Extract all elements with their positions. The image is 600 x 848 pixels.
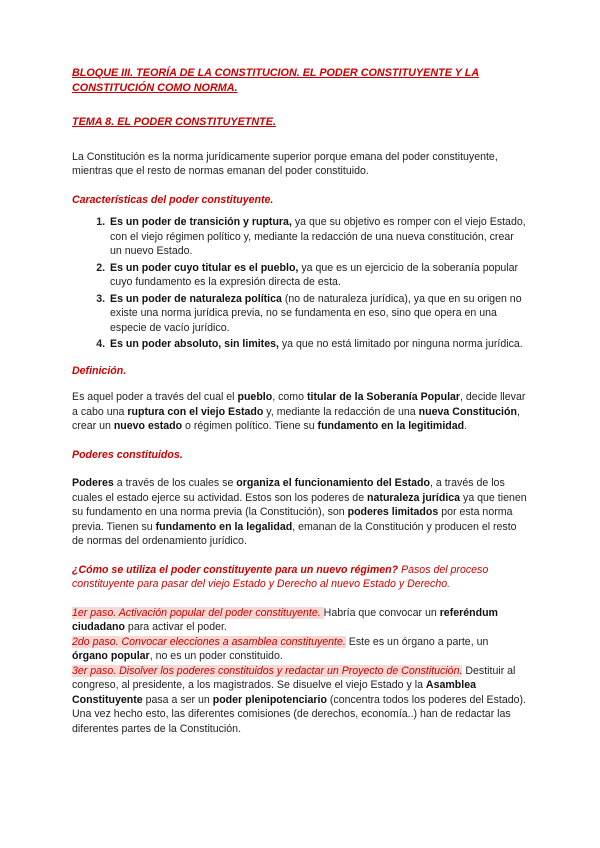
pregunta-bold: ¿Cómo se utiliza el poder constituyente para un nuevo régimen? [72,563,399,576]
text-span: a través de los cuales se [113,477,237,489]
list-item-text: ya que es un ejercicio de la soberanía popular cuyo fundamento es la expresión directa de esta. [110,261,519,288]
list-item-text: ya que no está limitado por ninguna norma jurídica. [278,338,523,350]
text-span: por esta norma previa. Tienen su [72,506,513,533]
text-span: , crear un [72,405,520,432]
bloque-title [72,66,527,95]
text-span: pasa a ser un [142,693,213,706]
bold-span: pueblo [237,391,273,403]
text-span: , a través de los cuales el estado ejerce su actividad. Estos son los poderes de [72,477,505,504]
bloque-title-line1: BLOQUE III. TEORÍA DE LA CONSTITUCION. EL PODER CONSTITUYENTE Y LA [72,67,480,79]
definicion-heading: Definición. [72,364,127,377]
bold-span: ruptura con el viejo Estado [127,405,264,418]
bold-span: nuevo estado [113,420,183,432]
poderes-heading: Poderes constituidos. [72,448,183,461]
list-item-bold: Es un poder de naturaleza política [110,292,282,305]
list-item-bold: Es un poder absoluto, sin limites, [110,338,279,350]
bold-span: fundamento en la legalidad [155,520,293,533]
text-span: o régimen político. Tiene su [182,420,318,432]
bold-span: organiza el funcionamiento del Estado [236,477,430,489]
tema-title: TEMA 8. EL PODER CONSTITUYETNTE. [72,116,276,128]
list-item-bold: Es un poder de transición y ruptura, [110,216,292,228]
list-item [108,337,527,352]
bold-span: nueva Constitución [418,405,517,418]
bold-span: órgano popular [72,650,150,662]
text-span: Destituir al congreso, al presidente, a los magistrados. Se disuelve el viejo Estado y la [72,664,516,691]
pregunta-text: Pasos del proceso constituyente para pasar del viejo Estado y Derecho al nuevo Estado y Derecho. [72,563,489,590]
bold-span: poderes limitados [347,506,439,518]
paso-2-highlight: 2do paso. Convocar elecciones a asamblea constituyente. [72,635,346,648]
bold-span: naturaleza jurídica [367,491,461,504]
poderes-paragraph [72,476,527,549]
list-item-text: ya que su objetivo es romper con el viejo Estado, con el viejo régimen político y, mediante la redacción de una nueva constitución, crear un nuevo Estado. [110,216,526,257]
bold-span: Poderes [72,477,114,489]
list-item-bold: Es un poder cuyo titular es el pueblo, [110,261,299,274]
list-item [108,215,527,259]
caracteristicas-list [72,215,527,352]
list-item [108,261,527,290]
caracteristicas-heading: Características del poder constituyente. [72,193,274,206]
text-span: , decide llevar a cabo una [72,391,526,418]
bold-span: fundamento en la legitimidad [317,420,465,432]
list-item [108,292,527,336]
text-span: , como [272,391,307,403]
text-span: Es aquel poder a través del cual el [72,391,238,403]
list-item-text: (no de naturaleza jurídica), ya que en su origen no existe una norma jurídica previa, no se fundamenta en eso, sino que opera en una especie de vacío jurídico. [110,292,522,334]
definicion-paragraph [72,390,527,434]
intro-paragraph: La Constitución es la norma jurídicamente superior porque emana del poder constituyente, mientras que el resto de normas emanan del poder constituido. [72,150,498,177]
bold-span: poder plenipotenciario [212,693,327,706]
bold-span: referéndum ciudadano [72,606,498,633]
document-page [72,66,527,736]
text-span: (concentra todos los poderes del Estado). Una vez hecho esto, las diferentes comisiones (de derechos, economía..) han de redactar las diferentes partes de la Constitución. [72,693,526,735]
text-span: , emanan de la Constitución y producen el resto de normas del ordenamiento jurídico. [72,520,517,547]
text-span: Habría que convocar un [323,606,440,619]
pasos-paragraph [72,606,527,737]
text-span: ya que tienen su fundamento en una norma previa (la Constitución), son [72,491,527,518]
text-span: Este es un órgano a parte, un [345,635,489,648]
bloque-title-line2: CONSTITUCIÓN COMO NORMA. [72,81,238,94]
paso-3-highlight: 3er paso. Disolver los poderes constituidos y redactar un Proyecto de Constitución. [72,664,463,677]
text-span: y, mediante la redacción de una [263,405,419,418]
paso-1-highlight: 1er paso. Activación popular del poder constituyente. [72,606,324,619]
text-span: para activar el poder. [124,621,227,633]
text-span: . [464,420,468,432]
pregunta-paragraph [72,563,527,592]
bold-span: Asamblea Constituyente [72,679,476,706]
text-span: , no es un poder constituido. [149,650,283,662]
bold-span: titular de la Soberanía Popular [306,391,461,403]
